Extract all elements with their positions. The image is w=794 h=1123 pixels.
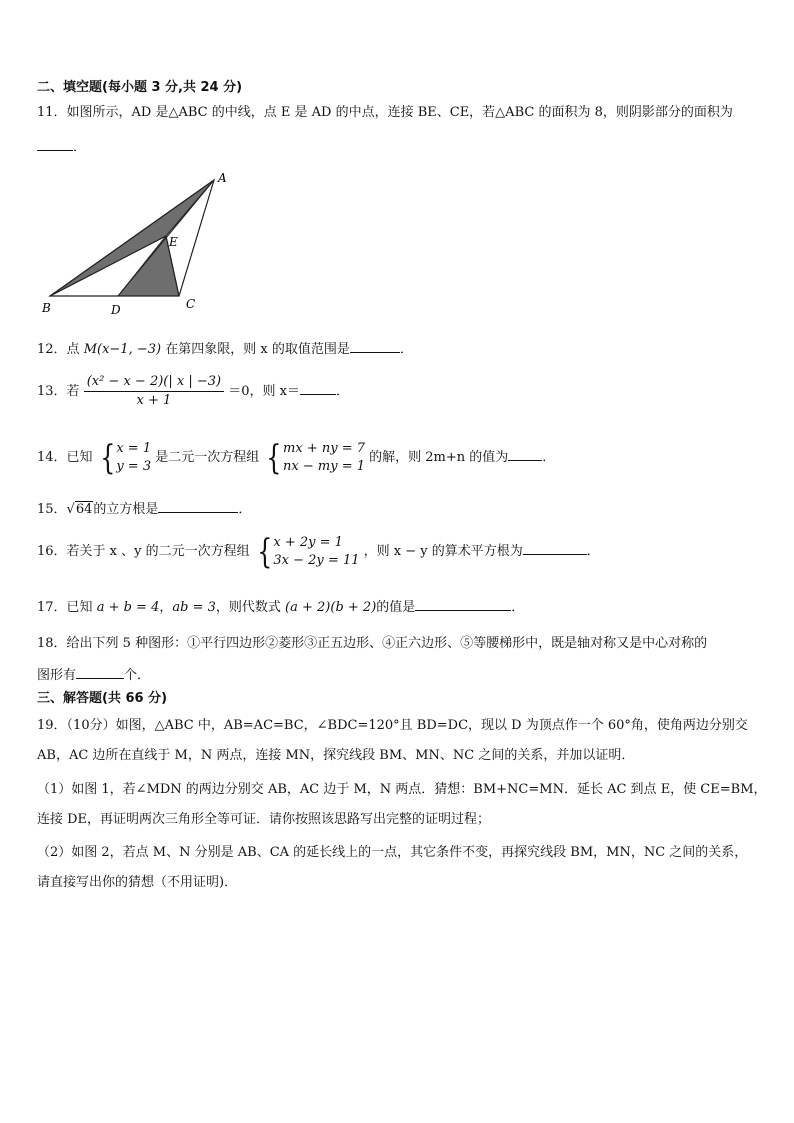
question-12 bbox=[37, 338, 413, 360]
question-18-tail: 个． bbox=[124, 668, 151, 683]
question-14-text-2: 的解，则 2m+n 的值为 bbox=[369, 450, 509, 465]
equation-system bbox=[254, 531, 360, 572]
question-17-tail: ． bbox=[511, 600, 525, 615]
question-19-part-1-line-2: 连接 DE，再证明两次三角形全等可证．请你按照该思路写出完整的证明过程； bbox=[37, 812, 491, 827]
fraction-expression bbox=[84, 373, 224, 410]
equation-2: nx − my = 1 bbox=[283, 458, 366, 474]
answer-blank bbox=[37, 136, 73, 151]
question-17-prefix: 17．已知 bbox=[37, 600, 93, 615]
question-19-part-1-line-1: （1）如图 1，若∠MDN 的两边分别交 AB，AC 边于 M，N 两点．猜想：BM+NC=MN．延长 AC 到点 E，使 CE=BM， bbox=[37, 782, 767, 797]
question-11-answer-line bbox=[37, 136, 86, 158]
question-14-prefix: 14．已知 bbox=[37, 450, 93, 465]
equation-2: 3x − 2y = 11 bbox=[273, 552, 360, 568]
brace-icon: { bbox=[99, 437, 116, 478]
label-e: E bbox=[169, 235, 178, 249]
fraction-numerator: (x² − x − 2)(| x | −3) bbox=[84, 373, 224, 392]
question-18-line-1: 18．给出下列 5 种图形：①平行四边形②菱形③正五边形、④正六边形、⑤等腰梯形中，既是轴对称又是中心对称的 bbox=[37, 636, 708, 651]
question-16-tail: ． bbox=[586, 544, 600, 559]
label-c: C bbox=[186, 297, 196, 311]
point-m-expression: M(x−1, −3) bbox=[83, 342, 162, 357]
answer-blank bbox=[523, 540, 587, 555]
question-13 bbox=[37, 372, 349, 412]
radicand: 64 bbox=[75, 502, 93, 517]
answer-blank bbox=[350, 338, 400, 353]
question-18-line-2 bbox=[37, 664, 150, 686]
question-19-part-2-line-1: （2）如图 2，若点 M、N 分别是 AB、CA 的延长线上的一点，其它条件不变，再探究线段 BM，MN，NC 之间的关系， bbox=[37, 845, 748, 860]
answer-blank bbox=[76, 664, 124, 679]
section-3-heading: 三、解答题(共 66 分) bbox=[37, 691, 168, 706]
equation-system bbox=[263, 437, 366, 478]
condition-1: a + b = 4 bbox=[96, 600, 160, 615]
solution-system bbox=[97, 437, 152, 478]
question-18-prefix: 图形有 bbox=[37, 668, 77, 683]
answer-blank bbox=[508, 446, 542, 461]
answer-blank bbox=[158, 498, 238, 513]
question-11-text: 11．如图所示，AD 是△ABC 的中线，点 E 是 AD 的中点，连接 BE、CE，若△ABC 的面积为 8，则阴影部分的面积为 bbox=[37, 105, 733, 120]
question-16 bbox=[37, 530, 600, 574]
question-13-tail: ． bbox=[335, 384, 349, 399]
algebraic-expression: (a + 2)(b + 2) bbox=[285, 600, 377, 615]
question-19-line-1: 19．（10分）如图，△ABC 中，AB=AC=BC，∠BDC=120°且 BD=DC，现以 D 为顶点作一个 60°角，使角两边分别交 bbox=[37, 718, 748, 733]
solution-y: y = 3 bbox=[116, 458, 152, 474]
brace-icon: { bbox=[257, 531, 273, 572]
triangle-figure bbox=[36, 168, 246, 320]
question-11-tail: ． bbox=[73, 140, 87, 155]
label-b: B bbox=[42, 301, 51, 315]
question-17 bbox=[37, 596, 524, 618]
sqrt-icon: √ bbox=[66, 502, 75, 517]
question-17-text-2: 的值是 bbox=[376, 600, 416, 615]
brace-icon: { bbox=[266, 437, 282, 478]
equation-1: x + 2y = 1 bbox=[273, 534, 343, 550]
solution-x: x = 1 bbox=[116, 440, 152, 456]
question-15-text: 的立方根是 bbox=[93, 502, 159, 517]
label-d: D bbox=[111, 303, 121, 317]
question-15-tail: ． bbox=[238, 502, 252, 517]
question-19-part-2-line-2: 请直接写出你的猜想（不用证明)． bbox=[37, 875, 238, 890]
condition-2: ab = 3 bbox=[172, 600, 216, 615]
question-13-text: ＝0，则 x＝ bbox=[228, 384, 300, 399]
question-14-tail: ． bbox=[542, 450, 556, 465]
separator: ， bbox=[159, 600, 173, 615]
question-14-text: 是二元一次方程组 bbox=[155, 450, 260, 465]
label-a: A bbox=[218, 171, 227, 185]
question-12-text: 在第四象限，则 x 的取值范围是 bbox=[165, 342, 350, 357]
question-17-text: ，则代数式 bbox=[215, 600, 281, 615]
section-2-heading: 二、填空题(每小题 3 分,共 24 分) bbox=[37, 80, 243, 95]
question-14 bbox=[37, 436, 555, 480]
fraction-denominator: x + 1 bbox=[136, 393, 172, 408]
question-19-line-2: AB，AC 边所在直线于 M，N 两点，连接 MN，探究线段 BM、MN、NC 之间的关系，并加以证明． bbox=[37, 748, 635, 763]
question-16-text: ，则 x − y 的算术平方根为 bbox=[363, 544, 523, 559]
answer-blank bbox=[300, 380, 336, 395]
question-15-prefix: 15． bbox=[37, 502, 67, 517]
question-16-prefix: 16．若关于 x 、y 的二元一次方程组 bbox=[37, 544, 250, 559]
question-13-prefix: 13．若 bbox=[37, 384, 80, 399]
question-12-tail: ． bbox=[399, 342, 413, 357]
answer-blank bbox=[415, 596, 511, 611]
sqrt-expression bbox=[67, 500, 94, 520]
question-12-prefix: 12．点 bbox=[37, 342, 80, 357]
equation-1: mx + ny = 7 bbox=[283, 440, 366, 456]
question-15 bbox=[37, 498, 251, 520]
